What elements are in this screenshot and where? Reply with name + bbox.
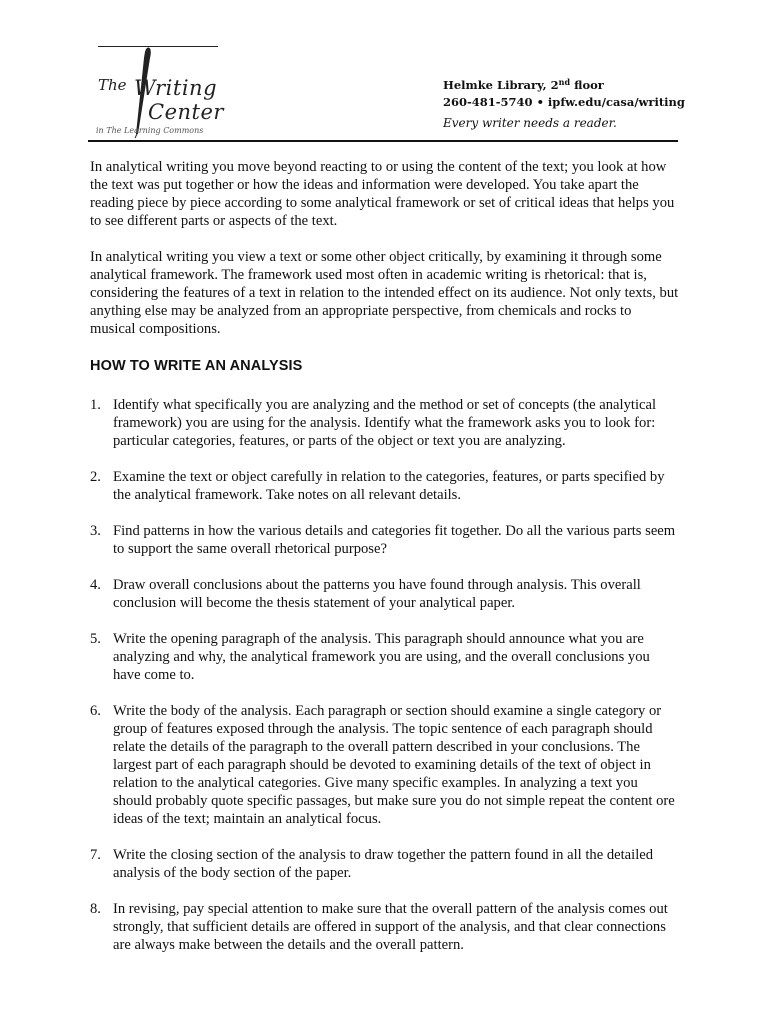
intro-paragraph-1: In analytical writing you move beyond reacting to or using the content of the text; you look at how the text was put together or how the ideas and information were developed. You take apart the reading piece by piece according to some analytical framework or set of critical ideas that helps you to see different parts or aspects of the text.: [90, 159, 675, 229]
document-body: [90, 158, 680, 972]
step-number: 3.: [90, 523, 101, 539]
tagline: Every writer needs a reader.: [443, 116, 617, 130]
step-number: 2.: [90, 469, 101, 485]
step-text: Write the closing section of the analysis to draw together the pattern found in all the detailed analysis of the body section of the paper.: [113, 847, 654, 881]
step-text: Draw overall conclusions about the patterns you have found through analysis. This overall conclusion will become the thesis statement of your analytical paper.: [113, 577, 641, 611]
steps-list: [90, 396, 680, 954]
step-text: Find patterns in how the various details and categories fit together. Do all the various parts seem to support the same overall rhetorical purpose?: [113, 523, 676, 557]
list-item: [90, 846, 680, 882]
step-number: 7.: [90, 847, 101, 863]
location-tail: floor: [570, 78, 604, 92]
logo-text-writing: Writing: [134, 76, 218, 100]
step-number: 6.: [90, 703, 101, 719]
writing-center-logo: [90, 44, 230, 139]
list-item: [90, 396, 680, 450]
list-item: [90, 630, 680, 684]
section-heading: HOW TO WRITE AN ANALYSIS: [90, 358, 303, 374]
list-item: [90, 900, 680, 954]
step-number: 4.: [90, 577, 101, 593]
list-item: [90, 522, 680, 558]
intro-paragraph-2: In analytical writing you view a text or some other object critically, by examining it through some analytical framework. The framework used most often in academic writing is rhetorical: that is, considering the features of a text in relation to the intended effect on its audience. Not only texts, but anything else may be analyzed from an appropriate perspective, from chemicals and rocks to musical compositions.: [90, 249, 679, 337]
step-text: Write the opening paragraph of the analysis. This paragraph should announce what you are analyzing and why, the analytical framework you are using, and the overall conclusions you have come to.: [113, 631, 650, 683]
list-item: [90, 576, 680, 612]
step-number: 5.: [90, 631, 101, 647]
step-text: Examine the text or object carefully in relation to the categories, features, or parts specified by the analytical framework. Take notes on all relevant details.: [113, 469, 665, 503]
list-item: [90, 468, 680, 504]
list-item: [90, 702, 680, 828]
step-text: Identify what specifically you are analyzing and the method or set of concepts (the analytical framework) you are using for the analysis. Identify what the framework asks you to look for: particular categories, features, or parts of the object or text you are analyzing.: [113, 397, 657, 449]
phone-web-line: 260-481-5740 • ipfw.edu/casa/writing: [443, 95, 685, 109]
location-superscript: nd: [558, 77, 571, 87]
contact-block: [443, 77, 743, 132]
step-number: 8.: [90, 901, 101, 917]
header-divider: [88, 140, 678, 142]
logo-text-the: The: [98, 76, 127, 94]
step-text: In revising, pay special attention to make sure that the overall pattern of the analysis comes out strongly, that sufficient details are offered in support of the analysis, and that clear connections are always make between the details and the overall pattern.: [113, 901, 668, 953]
logo-subtitle: in The Learning Commons: [96, 126, 204, 135]
location-line: [443, 77, 743, 94]
location-text: Helmke Library, 2: [443, 78, 559, 92]
step-number: 1.: [90, 397, 101, 413]
logo-text-center: Center: [148, 100, 224, 124]
step-text: Write the body of the analysis. Each paragraph or section should examine a single category or group of features exposed through the analysis. The topic sentence of each paragraph should relate the details of the paragraph to the overall pattern described in your conclusions. The largest part of each paragraph should be devoted to examining details of the text of object in relation to the analytical categories. Give many specific examples. In analyzing a text you should probably quote specific passages, but make sure you do not simple repeat the content ore ideas of the text; maintain an analytical focus.: [113, 703, 675, 827]
page-header: [0, 0, 768, 145]
